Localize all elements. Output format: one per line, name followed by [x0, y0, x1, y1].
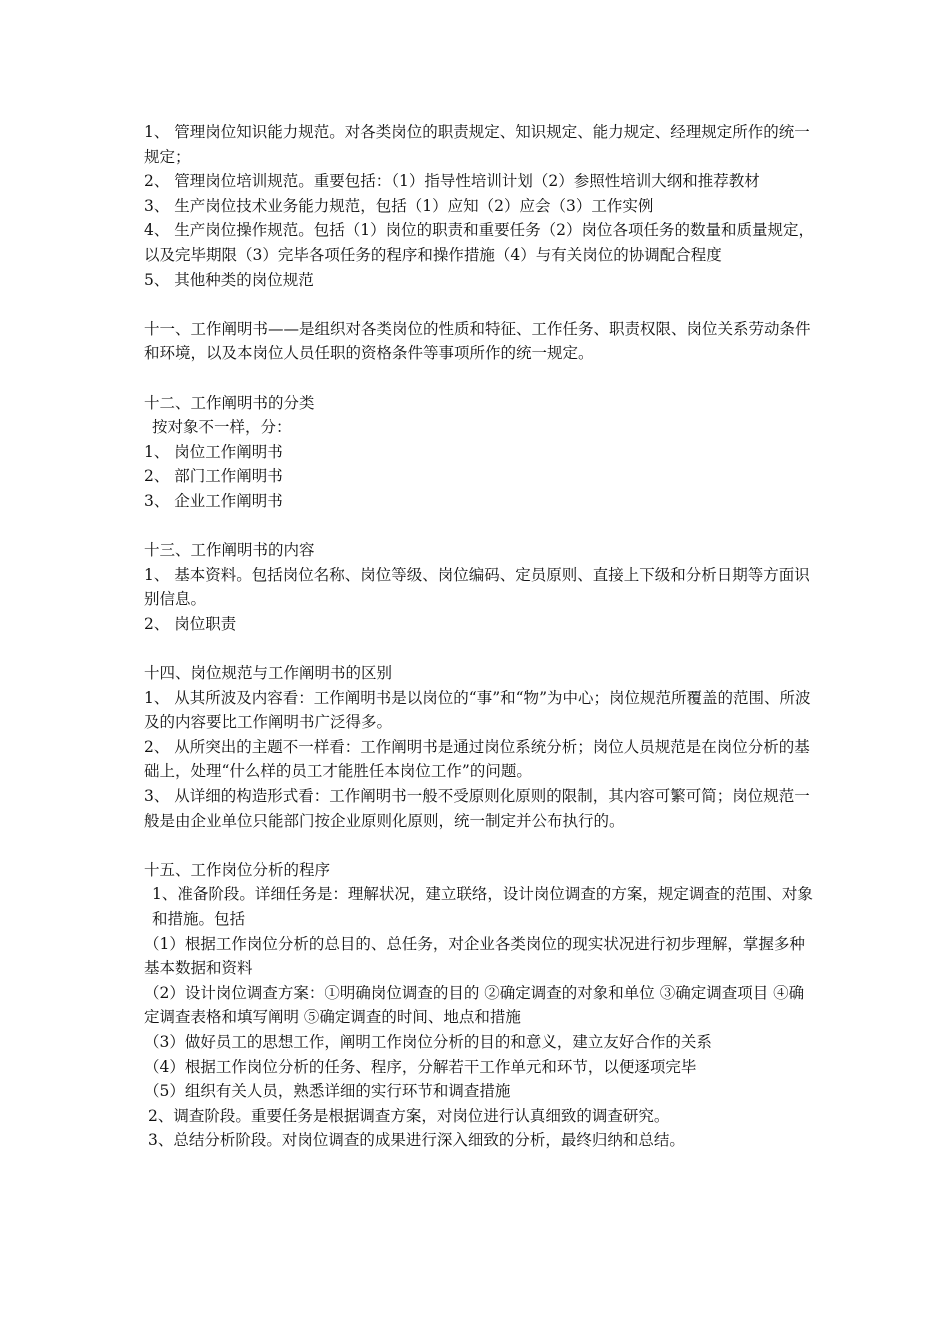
s13-item-2: 2、 岗位职责 — [144, 614, 237, 633]
s13-item-1: 1、 基本资料。包括岗位名称、岗位等级、岗位编码、定员原则、直接上下级和分析日期等方面识别信息。 — [144, 565, 810, 609]
s15-sub-item-5: （5）组织有关人员，熟悉详细的实行环节和调查措施 — [144, 1082, 511, 1101]
s12-heading: 十二、工作阐明书的分类 — [144, 393, 315, 412]
s14-heading: 十四、岗位规范与工作阐明书的区别 — [144, 664, 393, 683]
s15-sub-item-3: （3）做好员工的思想工作，阐明工作岗位分析的目的和意义，建立友好合作的关系 — [144, 1032, 712, 1051]
s15-heading: 十五、工作岗位分析的程序 — [144, 860, 331, 879]
s15-sub-item-1: （1）根据工作岗位分析的总目的、总任务，对企业各类岗位的现实状况进行初步理解，掌握多种基本数据和资料 — [144, 934, 805, 978]
spacer — [144, 292, 814, 317]
s10-item-1: 1、 管理岗位知识能力规范。对各类岗位的职责规定、知识规定、能力规定、经理规定所作的统一规定； — [144, 123, 810, 166]
s14-item-2: 2、 从所突出的主题不一样看：工作阐明书是通过岗位系统分析；岗位人员规范是在岗位分析的基础上，处理“什么样的员工才能胜任本岗位工作”的问题。 — [144, 737, 810, 781]
spacer — [144, 366, 814, 391]
s13-heading: 十三、工作阐明书的内容 — [144, 541, 315, 560]
s15-sub-item-4: （4）根据工作岗位分析的任务、程序，分解若干工作单元和环节，以便逐项完毕 — [144, 1057, 697, 1076]
document-page — [144, 120, 814, 1153]
s12-item-2: 2、 部门工作阐明书 — [144, 467, 283, 486]
s14-item-3: 3、 从详细的构造形式看：工作阐明书一般不受原则化原则的限制，其内容可繁可简；岗位规范一般是由企业单位只能部门按企业原则化原则，统一制定并公布执行的。 — [144, 787, 810, 830]
s15-stage-3: 3、总结分析阶段。对岗位调查的成果进行深入细致的分析，最终归纳和总结。 — [148, 1131, 685, 1150]
s15-stage-2: 2、调查阶段。重要任务是根据调查方案，对岗位进行认真细致的调查研究。 — [148, 1106, 670, 1125]
spacer — [144, 636, 814, 661]
s10-item-4: 4、 生产岗位操作规范。包括（1）岗位的职责和重要任务（2）岗位各项任务的数量和质量规定，以及完毕期限（3）完毕各项任务的程序和操作措施（4）与有关岗位的协调配合程度 — [144, 221, 815, 264]
s15-sub-item-2: （2）设计岗位调查方案：①明确岗位调查的目的 ②确定调查的对象和单位 ③确定调查项目 ④确定调查表格和填写阐明 ⑤确定调查的时间、地点和措施 — [144, 983, 805, 1027]
s15-stage-1: 1、准备阶段。详细任务是：理解状况，建立联络，设计岗位调查的方案，规定调查的范围、对象和措施。包括 — [152, 885, 813, 928]
s10-item-2: 2、 管理岗位培训规范。重要包括：（1）指导性培训计划（2）参照性培训大纲和推荐教材 — [144, 172, 760, 191]
s12-intro: 按对象不一样，分： — [152, 418, 292, 437]
s11-paragraph: 十一、工作阐明书——是组织对各类岗位的性质和特征、工作任务、职责权限、岗位关系劳动条件和环境，以及本岗位人员任职的资格条件等事项所作的统一规定。 — [144, 319, 811, 363]
spacer — [144, 833, 814, 858]
s10-item-5: 5、 其他种类的岗位规范 — [144, 270, 314, 289]
s12-item-1: 1、 岗位工作阐明书 — [144, 442, 283, 461]
s14-item-1: 1、 从其所波及内容看：工作阐明书是以岗位的“事”和“物”为中心；岗位规范所覆盖的范围、所波及的内容要比工作阐明书广泛得多。 — [144, 688, 811, 732]
s10-item-3: 3、 生产岗位技术业务能力规范，包括（1）应知（2）应会（3）工作实例 — [144, 196, 654, 215]
spacer — [144, 514, 814, 539]
s12-item-3: 3、 企业工作阐明书 — [144, 491, 283, 510]
